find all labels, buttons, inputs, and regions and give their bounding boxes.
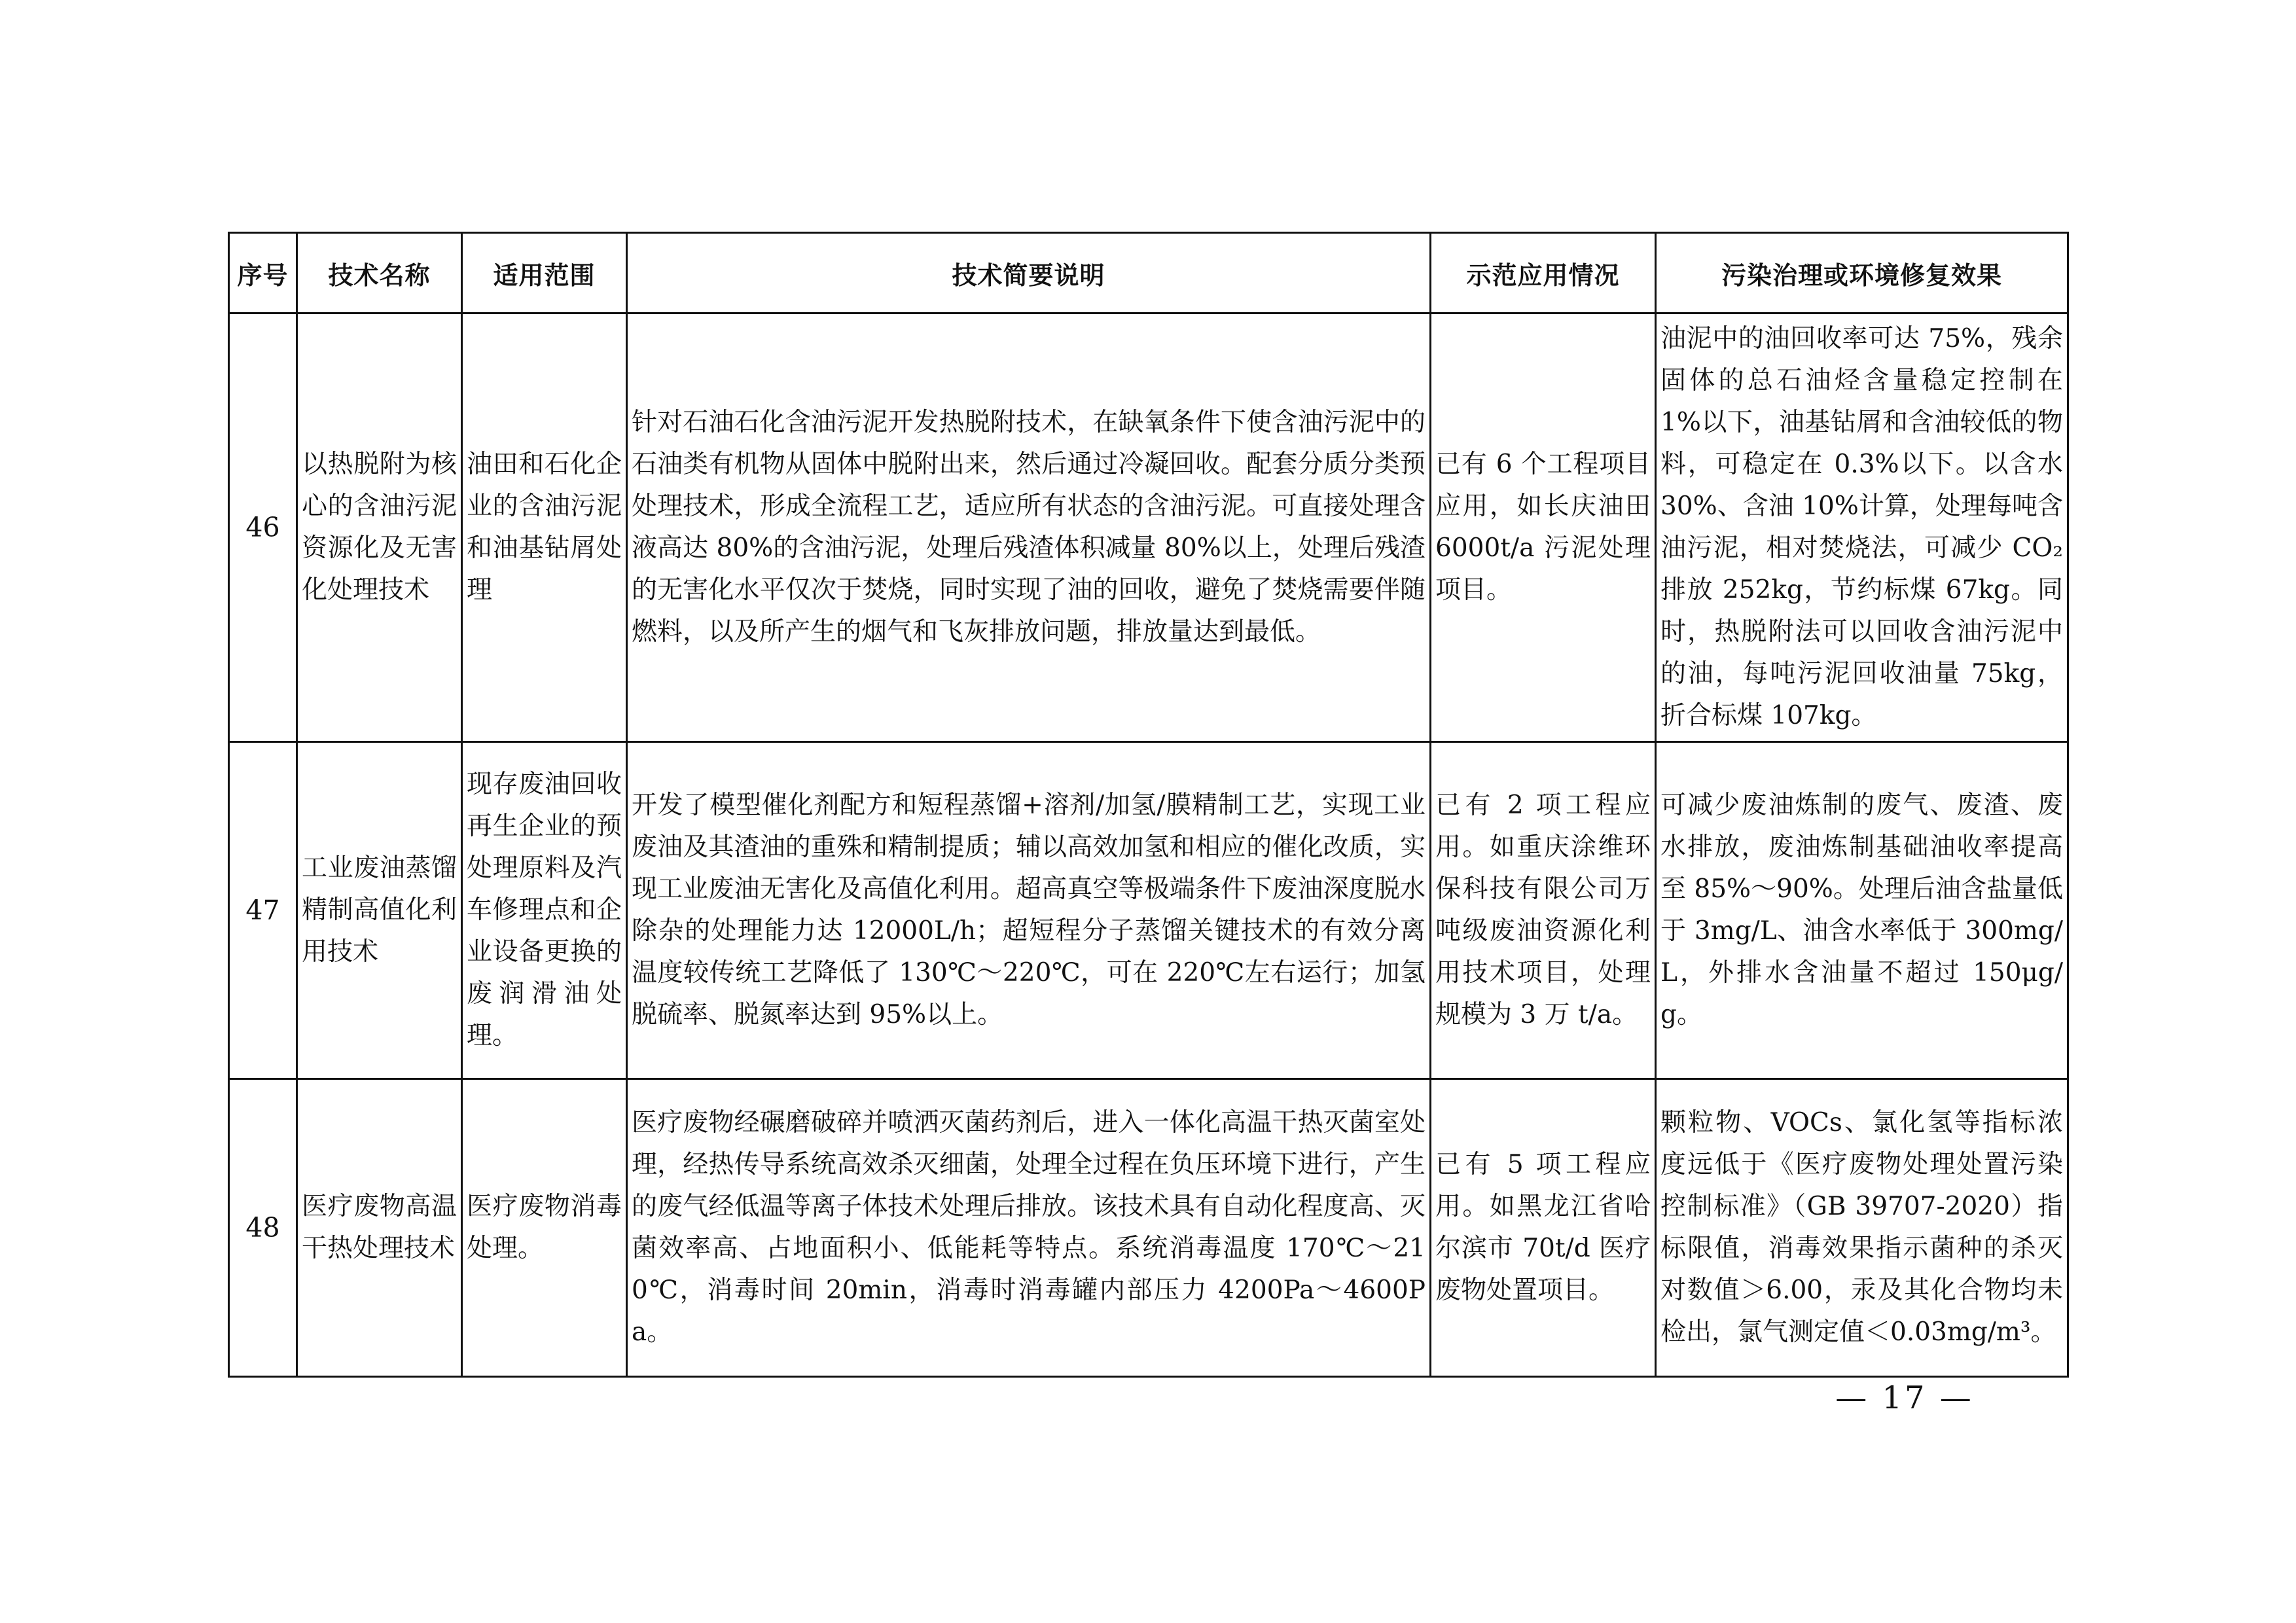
page-number: — 17 —	[1835, 1380, 1974, 1416]
row-serial-number: 48	[229, 1079, 297, 1377]
header-applicable-scope: 适用范围	[462, 233, 627, 313]
row-technology-description: 开发了模型催化剂配方和短程蒸馏+溶剂/加氢/膜精制工艺，实现工业废油及其渣油的重殊和精制提质；辅以高效加氢和相应的催化改质，实现工业废油无害化及高值化利用。超高真空等极端条件下废油深度脱水除杂的处理能力达 12000L/h；超短程分子蒸馏关键技术的有效分离温度较传统工艺降低了 130℃～220℃，可在 220℃左右运行；加氢脱硫率、脱氮率达到 95%以上。	[627, 742, 1431, 1079]
table-header-row	[229, 233, 2068, 313]
technology-table	[228, 232, 2069, 1378]
row-technology-name: 医疗废物高温干热处理技术	[297, 1079, 462, 1377]
header-technology-description: 技术简要说明	[627, 233, 1431, 313]
header-serial-number: 序号	[229, 233, 297, 313]
row-applicable-scope: 现存废油回收再生企业的预处理原料及汽车修理点和企业设备更换的废润滑油处理。	[462, 742, 627, 1079]
row-pollution-control-effect: 可减少废油炼制的废气、废渣、废水排放，废油炼制基础油收率提高至 85%～90%。处理后油含盐量低于 3mg/L、油含水率低于 300mg/L，外排水含油量不超过 150μg/g。	[1656, 742, 2068, 1079]
row-technology-description: 针对石油石化含油污泥开发热脱附技术，在缺氧条件下使含油污泥中的石油类有机物从固体中脱附出来，然后通过冷凝回收。配套分质分类预处理技术，形成全流程工艺，适应所有状态的含油污泥。可直接处理含液高达 80%的含油污泥，处理后残渣体积减量 80%以上，处理后残渣的无害化水平仅次于焚烧，同时实现了油的回收，避免了焚烧需要伴随燃料，以及所产生的烟气和飞灰排放问题，排放量达到最低。	[627, 313, 1431, 742]
table-row	[229, 1079, 2068, 1377]
row-demonstration-application: 已有 6 个工程项目应用，如长庆油田 6000t/a 污泥处理项目。	[1431, 313, 1656, 742]
table-row	[229, 742, 2068, 1079]
row-applicable-scope: 油田和石化企业的含油污泥和油基钻屑处理	[462, 313, 627, 742]
row-serial-number: 46	[229, 313, 297, 742]
row-pollution-control-effect: 颗粒物、VOCs、氯化氢等指标浓度远低于《医疗废物处理处置污染控制标准》（GB 39707-2020）指标限值，消毒效果指示菌种的杀灭对数值＞6.00，汞及其化合物均未检出，氯气测定值＜0.03mg/m³。	[1656, 1079, 2068, 1377]
row-serial-number: 47	[229, 742, 297, 1079]
row-demonstration-application: 已有 5 项工程应用。如黑龙江省哈尔滨市 70t/d 医疗废物处置项目。	[1431, 1079, 1656, 1377]
row-demonstration-application: 已有 2 项工程应用。如重庆涂维环保科技有限公司万吨级废油资源化利用技术项目，处理规模为 3 万 t/a。	[1431, 742, 1656, 1079]
row-technology-name: 以热脱附为核心的含油污泥资源化及无害化处理技术	[297, 313, 462, 742]
row-technology-description: 医疗废物经碾磨破碎并喷洒灭菌药剂后，进入一体化高温干热灭菌室处理，经热传导系统高效杀灭细菌，处理全过程在负压环境下进行，产生的废气经低温等离子体技术处理后排放。该技术具有自动化程度高、灭菌效率高、占地面积小、低能耗等特点。系统消毒温度 170℃～210℃，消毒时间 20min，消毒时消毒罐内部压力 4200Pa～4600Pa。	[627, 1079, 1431, 1377]
header-technology-name: 技术名称	[297, 233, 462, 313]
row-technology-name: 工业废油蒸馏精制高值化利用技术	[297, 742, 462, 1079]
header-pollution-control-effect: 污染治理或环境修复效果	[1656, 233, 2068, 313]
row-pollution-control-effect: 油泥中的油回收率可达 75%，残余固体的总石油烃含量稳定控制在 1%以下，油基钻屑和含油较低的物料，可稳定在 0.3%以下。以含水 30%、含油 10%计算，处理每吨含油污泥，相对焚烧法，可减少 CO₂ 排放 252kg，节约标煤 67kg。同时，热脱附法可以回收含油污泥中的油，每吨污泥回收油量 75kg，折合标煤 107kg。	[1656, 313, 2068, 742]
header-demonstration-application: 示范应用情况	[1431, 233, 1656, 313]
row-applicable-scope: 医疗废物消毒处理。	[462, 1079, 627, 1377]
table-row	[229, 313, 2068, 742]
